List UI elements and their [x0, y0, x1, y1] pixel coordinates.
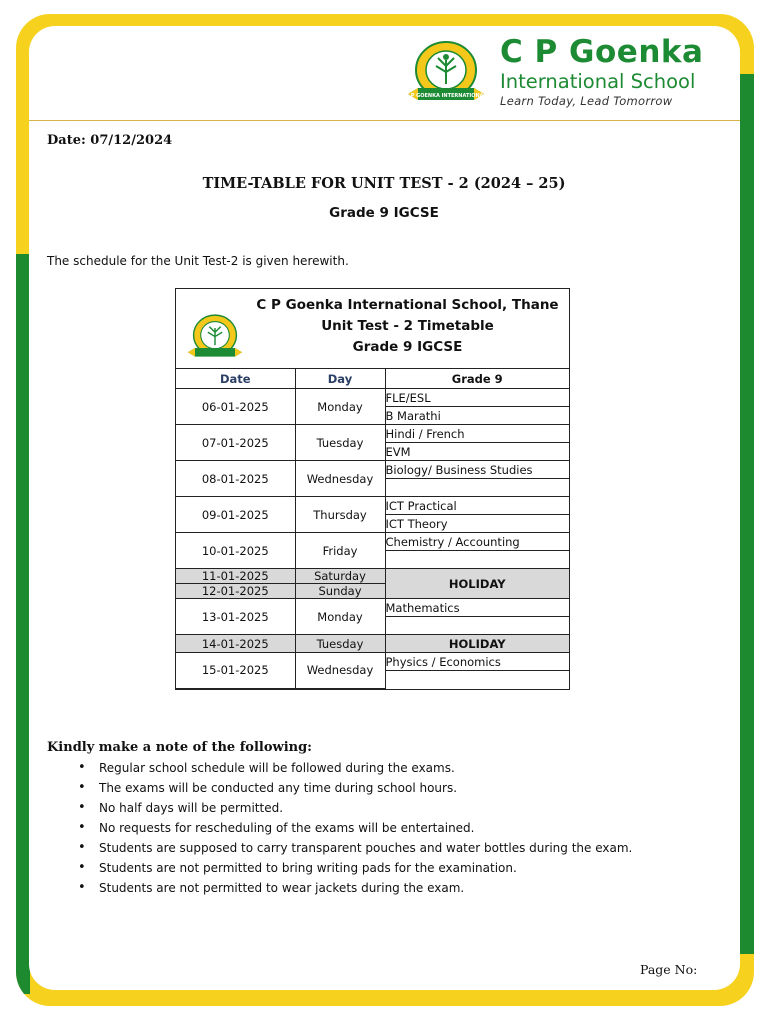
cell-date: 06-01-2025 [176, 389, 295, 425]
cell-subject: ICT Theory [385, 515, 569, 533]
document-title: TIME-TABLE FOR UNIT TEST - 2 (2024 – 25) [202, 175, 566, 192]
cell-date: 10-01-2025 [176, 533, 295, 569]
cell-date: 12-01-2025 [176, 584, 295, 599]
table-row [176, 461, 569, 479]
notes-list [47, 758, 707, 898]
cell-date: 09-01-2025 [176, 497, 295, 533]
cell-holiday: HOLIDAY [385, 569, 569, 599]
cell-date: 14-01-2025 [176, 635, 295, 653]
list-item: • The exams will be conducted any time during school hours. [47, 778, 707, 798]
svg-text:C P GOENKA INTERNATIONAL: C P GOENKA INTERNATIONAL [405, 93, 487, 99]
cell-date: 08-01-2025 [176, 461, 295, 497]
table-row [176, 533, 569, 551]
notes-title: Kindly make a note of the following: [47, 740, 312, 755]
cell-day: Saturday [295, 569, 385, 584]
cell-holiday: HOLIDAY [385, 635, 569, 653]
table-row [176, 389, 569, 407]
list-item: • Students are supposed to carry transparent pouches and water bottles during the exam. [47, 838, 707, 858]
cell-date: 15-01-2025 [176, 653, 295, 689]
document-subtitle: Grade 9 IGCSE [329, 205, 439, 221]
school-name: C P Goenka [500, 34, 704, 70]
cell-date: 07-01-2025 [176, 425, 295, 461]
cell-subject: B Marathi [385, 407, 569, 425]
column-header-grade: Grade 9 [385, 369, 569, 389]
cell-day: Friday [295, 533, 385, 569]
table-row [176, 497, 569, 515]
table-row [176, 599, 569, 617]
cell-day: Wednesday [295, 461, 385, 497]
column-header-day: Day [295, 369, 385, 389]
school-crest-icon [404, 40, 488, 108]
timetable-title-line1: C P Goenka International School, Thane [256, 297, 559, 313]
intro-text: The schedule for the Unit Test-2 is given herewith. [47, 254, 349, 268]
table-row [176, 425, 569, 443]
cell-subject: ICT Practical [385, 497, 569, 515]
cell-day: Monday [295, 389, 385, 425]
list-item: • Regular school schedule will be followed during the exams. [47, 758, 707, 778]
school-name-sub: International School [500, 70, 696, 93]
cell-subject [385, 617, 569, 635]
cell-subject [385, 671, 569, 689]
cell-day: Monday [295, 599, 385, 635]
table-row-holiday [176, 569, 569, 584]
cell-subject: Physics / Economics [385, 653, 569, 671]
cell-subject: Biology/ Business Studies [385, 461, 569, 479]
cell-day: Sunday [295, 584, 385, 599]
cell-subject: Mathematics [385, 599, 569, 617]
cell-date: 13-01-2025 [176, 599, 295, 635]
cell-day: Tuesday [295, 425, 385, 461]
schedule-table [176, 369, 569, 689]
list-item: • No requests for rescheduling of the exams will be entertained. [47, 818, 707, 838]
cell-subject: EVM [385, 443, 569, 461]
cell-subject: Hindi / French [385, 425, 569, 443]
list-item: • Students are not permitted to bring writing pads for the examination. [47, 858, 707, 878]
list-item: • No half days will be permitted. [47, 798, 707, 818]
timetable-title-line3: Grade 9 IGCSE [352, 339, 463, 355]
cell-subject [385, 551, 569, 569]
timetable-title-line2: Unit Test - 2 Timetable [321, 318, 494, 334]
cell-subject [385, 479, 569, 497]
document-date: Date: 07/12/2024 [47, 133, 173, 148]
school-tagline: Learn Today, Lead Tomorrow [500, 94, 673, 108]
cell-day: Tuesday [295, 635, 385, 653]
timetable [175, 288, 570, 690]
list-item: • Students are not permitted to wear jackets during the exam. [47, 878, 707, 898]
table-row-holiday [176, 635, 569, 653]
cell-day: Thursday [295, 497, 385, 533]
column-header-date: Date [176, 369, 295, 389]
timetable-header [176, 289, 569, 369]
table-row [176, 653, 569, 671]
cell-day: Wednesday [295, 653, 385, 689]
timetable-title [246, 295, 569, 358]
header-divider [29, 120, 740, 121]
page-number-label: Page No: [640, 962, 698, 977]
school-brand [500, 34, 703, 108]
cell-subject: Chemistry / Accounting [385, 533, 569, 551]
table-header-row [176, 369, 569, 389]
cell-subject: FLE/ESL [385, 389, 569, 407]
cell-date: 11-01-2025 [176, 569, 295, 584]
school-crest-icon [185, 313, 245, 363]
